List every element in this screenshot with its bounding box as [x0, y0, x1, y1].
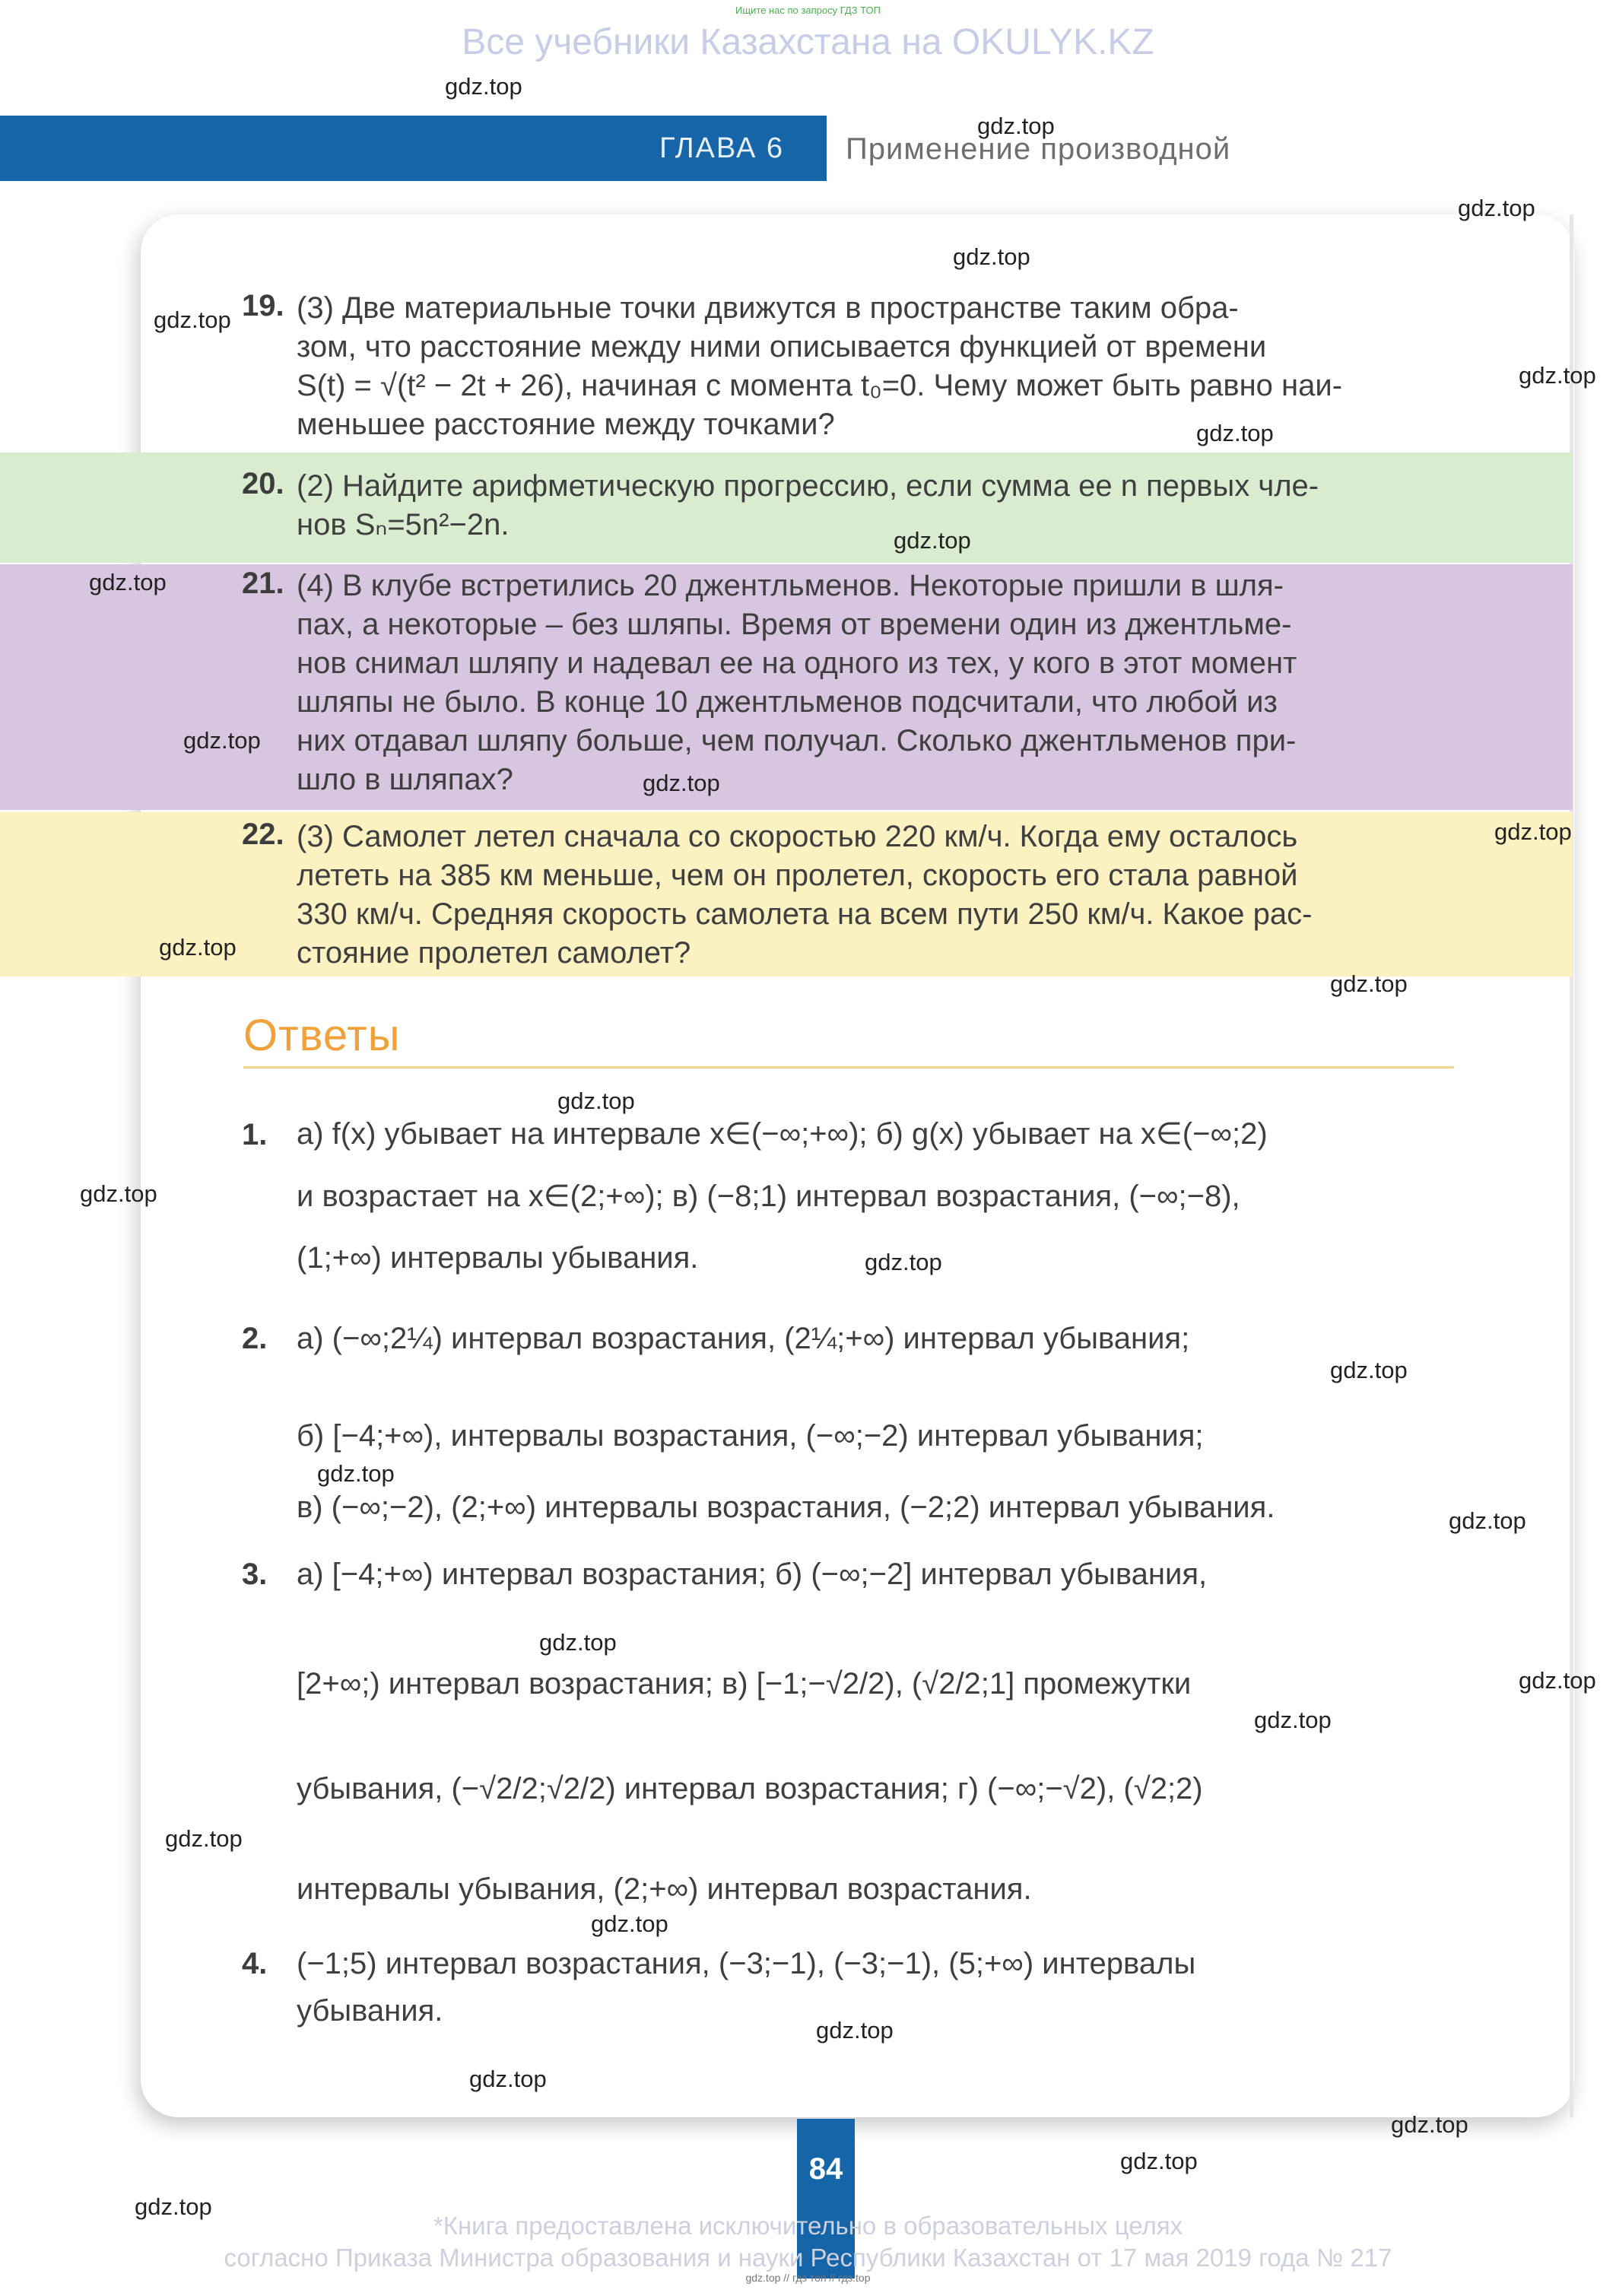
watermark: gdz.top — [80, 1180, 157, 1207]
problem-text — [297, 818, 1454, 973]
answer-line: убывания. — [297, 1994, 443, 2028]
answer-line: (−1;5) интервал возрастания, (−3;−1), (−3;−1), (5;+∞) интервалы — [297, 1947, 1196, 1980]
problem-line: S(t) = √(t² − 2t + 26), начиная с момента t₀=0. Чему может быть равно наи- — [297, 369, 1343, 402]
problem-line: (2) Найдите арифметическую прогрессию, если сумма ее n первых чле- — [297, 469, 1319, 503]
watermark: gdz.top — [317, 1460, 395, 1487]
watermark: gdz.top — [894, 527, 971, 554]
watermark: gdz.top — [816, 2017, 894, 2044]
watermark: gdz.top — [1519, 1667, 1596, 1694]
watermark: gdz.top — [154, 306, 231, 333]
watermark: gdz.top — [1458, 195, 1535, 221]
answer-line: убывания, (−√2/2;√2/2) интервал возрастания; г) (−∞;−√2), (√2;2) — [297, 1772, 1203, 1805]
problem-line: (3) Две материальные точки движутся в пространстве таким обра- — [297, 291, 1239, 325]
watermark: gdz.top — [1449, 1507, 1526, 1534]
answer-line: [2+∞;) интервал возрастания; в) [−1;−√2/2), (√2/2;1] промежутки — [297, 1667, 1192, 1701]
answer-line: а) [−4;+∞) интервал возрастания; б) (−∞;−2] интервал убывания, — [297, 1558, 1208, 1591]
answer-number: 3. — [242, 1558, 268, 1591]
watermark: gdz.top — [165, 1825, 243, 1852]
problem-line: них отдавал шляпу больше, чем получал. Сколько джентльменов при- — [297, 724, 1297, 757]
problem-number: 20. — [242, 467, 284, 500]
answer-line: в) (−∞;−2), (2;+∞) интервалы возрастания, (−2;2) интервал убывания. — [297, 1491, 1275, 1524]
watermark: gdz.top — [1494, 818, 1572, 845]
watermark: gdz.top — [1330, 970, 1408, 997]
problem-number: 22. — [242, 818, 284, 851]
watermark: gdz.top — [183, 727, 261, 754]
problem-line: пах, а некоторые – без шляпы. Время от времени один из джентльме- — [297, 608, 1292, 641]
watermark: gdz.top — [643, 770, 720, 796]
footer-small: gdz.top // гдз топ // гдз.top — [745, 2272, 871, 2284]
watermark: gdz.top — [135, 2193, 212, 2220]
watermark: gdz.top — [539, 1629, 617, 1656]
answer-line: интервалы убывания, (2;+∞) интервал возрастания. — [297, 1872, 1032, 1906]
site-title: Все учебники Казахстана на OKULYK.KZ — [462, 22, 1154, 62]
answer-number: 4. — [242, 1947, 268, 1980]
problem-text — [297, 467, 1454, 545]
answer-number: 1. — [242, 1118, 268, 1151]
chapter-title: Применение производной — [846, 132, 1231, 166]
footer-line-2: согласно Приказа Министра образования и науки Республики Казахстан от 17 мая 2019 года № 217 — [224, 2244, 1392, 2272]
answer-line: (1;+∞) интервалы убывания. — [297, 1241, 699, 1275]
chapter-label: ГЛАВА 6 — [659, 132, 784, 164]
problem-line: зом, что расстояние между ними описывается функцией от времени — [297, 330, 1267, 364]
watermark: gdz.top — [557, 1088, 635, 1114]
problem-line: шло в шляпах? — [297, 763, 513, 796]
answers-title: Ответы — [243, 1011, 401, 1060]
watermark: gdz.top — [953, 243, 1030, 270]
watermark: gdz.top — [159, 934, 237, 961]
problem-line: нов снимал шляпу и надевал ее на одного из тех, у кого в этот момент — [297, 646, 1297, 680]
chapter-banner — [0, 116, 827, 181]
problem-text — [297, 567, 1454, 799]
problem-line: меньшее расстояние между точками? — [297, 408, 835, 441]
answer-line: б) [−4;+∞), интервалы возрастания, (−∞;−2) интервал убывания; — [297, 1419, 1204, 1453]
answer-line: и возрастает на x∈(2;+∞); в) (−8;1) интервал возрастания, (−∞;−8), — [297, 1180, 1240, 1213]
page-number: 84 — [808, 2152, 843, 2186]
watermark: gdz.top — [1330, 1357, 1408, 1383]
watermark: gdz.top — [1519, 362, 1596, 389]
problem-text — [297, 289, 1454, 444]
problem-line: стояние пролетел самолет? — [297, 936, 691, 970]
footer-line-1: *Книга предоставлена исключительно в образовательных целях — [433, 2212, 1183, 2240]
top-note: Ищите нас по запросу ГДЗ ТОП — [735, 5, 881, 16]
problem-line: (4) В клубе встретились 20 джентльменов. Некоторые пришли в шля- — [297, 569, 1284, 602]
watermark: gdz.top — [1254, 1707, 1332, 1733]
answer-line: а) f(x) убывает на интервале x∈(−∞;+∞); б) g(x) убывает на x∈(−∞;2) — [297, 1117, 1268, 1151]
watermark: gdz.top — [865, 1249, 942, 1275]
answer-number: 2. — [242, 1322, 268, 1355]
watermark: gdz.top — [1391, 2111, 1468, 2138]
problem-number: 19. — [242, 289, 284, 322]
problem-line: нов Sₙ=5n²−2n. — [297, 508, 510, 541]
watermark: gdz.top — [89, 569, 167, 595]
watermark: gdz.top — [977, 113, 1055, 139]
problem-line: 330 км/ч. Средняя скорость самолета на всем пути 250 км/ч. Какое рас- — [297, 897, 1313, 931]
watermark: gdz.top — [591, 1910, 668, 1937]
watermark: gdz.top — [1196, 420, 1274, 446]
problem-line: лететь на 385 км меньше, чем он пролетел, скорость его стала равной — [297, 859, 1298, 892]
problem-line: шляпы не было. В конце 10 джентльменов подсчитали, что любой из — [297, 685, 1278, 719]
watermark: gdz.top — [1120, 2148, 1198, 2174]
watermark: gdz.top — [469, 2066, 547, 2092]
answer-line: а) (−∞;2¼) интервал возрастания, (2¼;+∞) интервал убывания; — [297, 1322, 1190, 1355]
problem-number: 21. — [242, 567, 284, 600]
answers-divider — [243, 1066, 1454, 1069]
watermark: gdz.top — [445, 73, 522, 100]
problem-line: (3) Самолет летел сначала со скоростью 220 км/ч. Когда ему осталось — [297, 820, 1298, 853]
